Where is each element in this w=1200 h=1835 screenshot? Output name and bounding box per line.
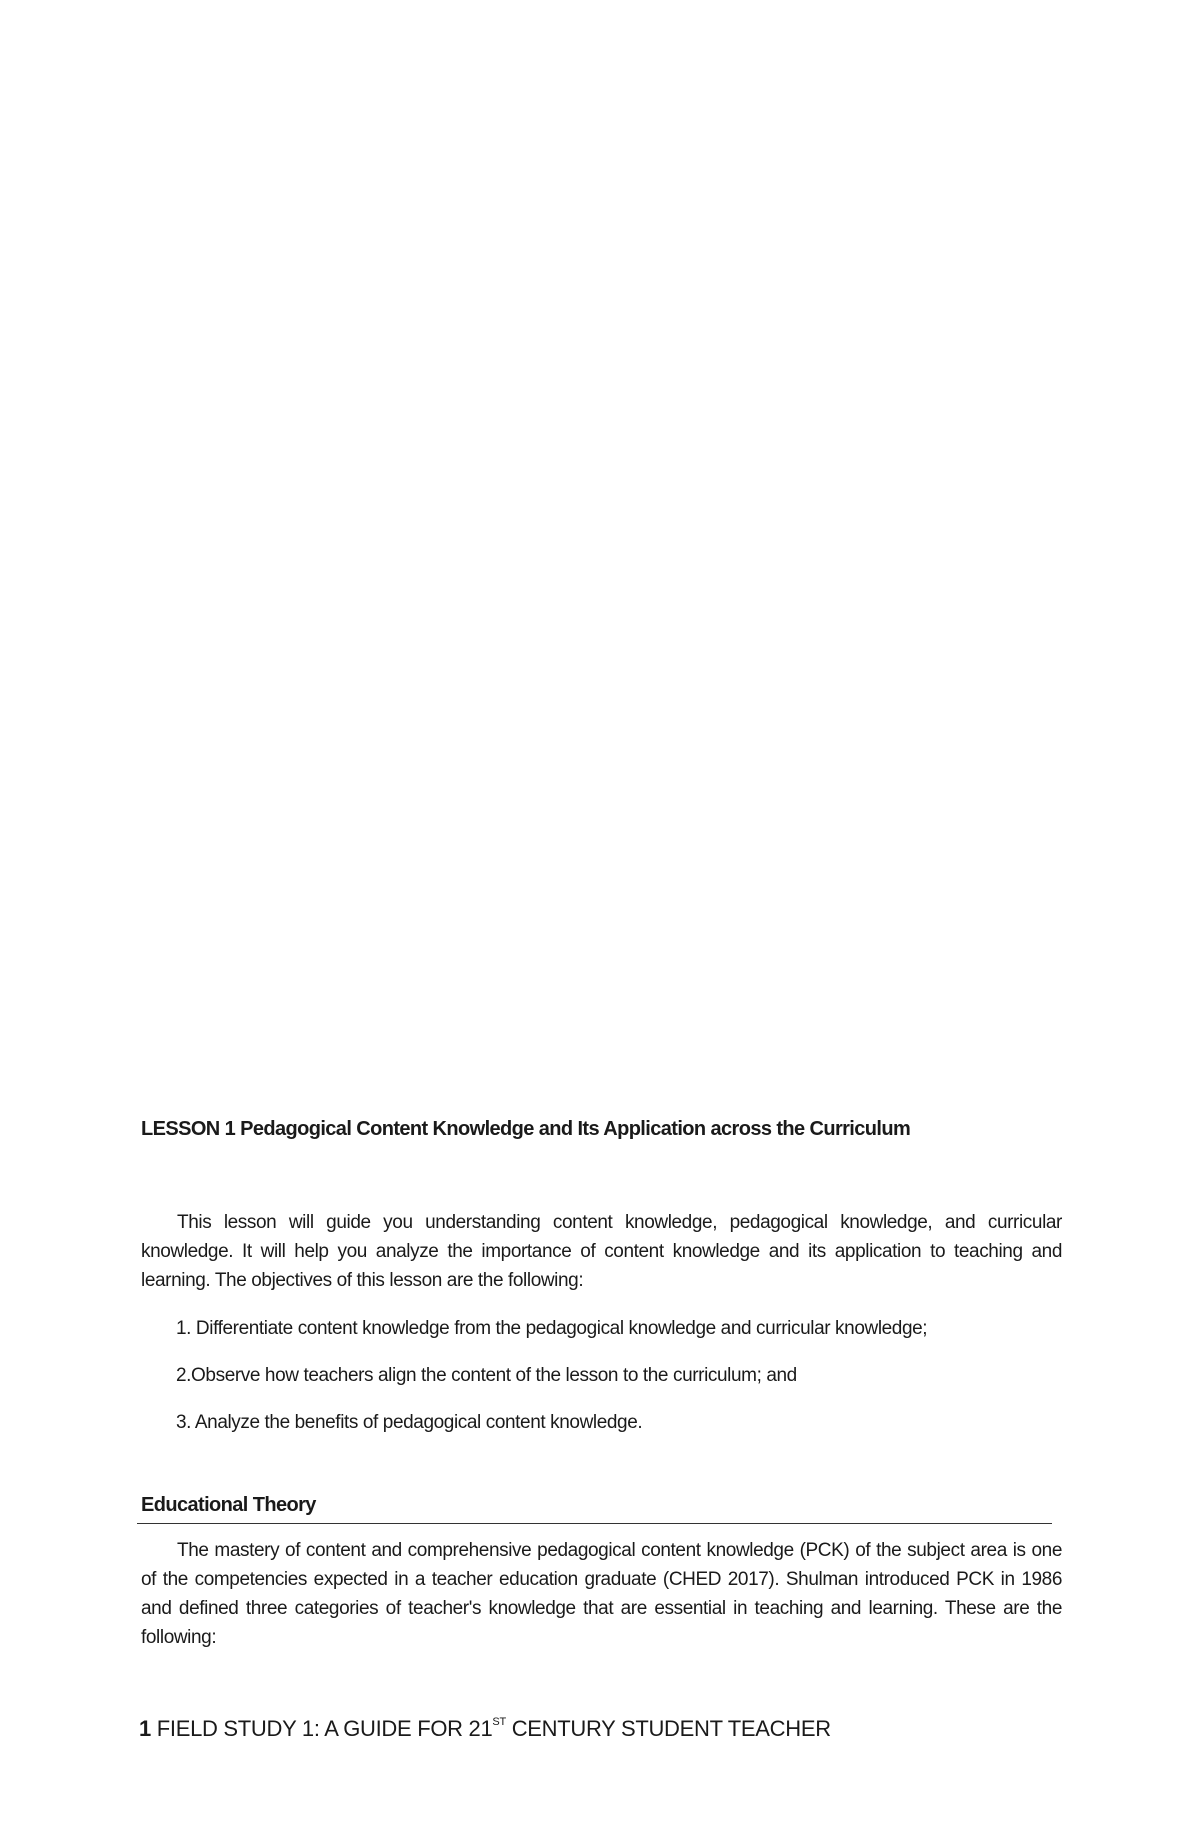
- footer-superscript: ST: [492, 1715, 506, 1728]
- footer-title-part: FIELD STUDY 1: A GUIDE FOR 21: [156, 1716, 493, 1741]
- lesson-intro-paragraph: This lesson will guide you understanding content knowledge, pedagogical knowledge, and curricular knowledge. It will help you analyze the importance of content knowledge and its application to teaching and learning. The objectives of this lesson are the following:: [141, 1212, 1062, 1291]
- section-body-paragraph: The mastery of content and comprehensive pedagogical content knowledge (PCK) of the subject area is one of the competencies expected in a teacher education graduate (CHED 2017). Shulman introduced PCK in 1986 and defined three categories of teacher's knowledge that are essential in teaching and learning. These are the following:: [141, 1540, 1062, 1648]
- objective-item: 3. Analyze the benefits of pedagogical content knowledge.: [176, 1412, 643, 1433]
- footer-title-part: CENTURY STUDENT TEACHER: [505, 1716, 831, 1741]
- objective-item: 2.Observe how teachers align the content of the lesson to the curriculum; and: [176, 1365, 797, 1386]
- section-heading: Educational Theory: [141, 1494, 316, 1516]
- page-number: 1: [139, 1716, 151, 1741]
- objective-item: 1. Differentiate content knowledge from the pedagogical knowledge and curricular knowledge;: [176, 1318, 928, 1339]
- page-footer: [139, 1716, 831, 1742]
- objectives-list: [176, 1314, 927, 1455]
- lesson-title: LESSON 1 Pedagogical Content Knowledge and Its Application across the Curriculum: [141, 1118, 911, 1140]
- section-divider: [137, 1523, 1052, 1524]
